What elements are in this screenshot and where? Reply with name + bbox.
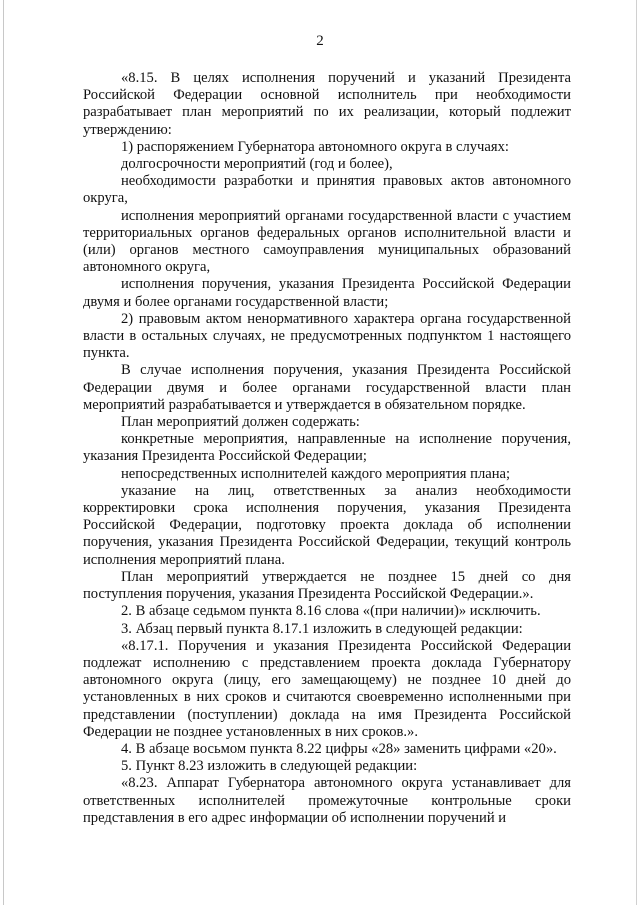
paragraph-amendment-2: 2. В абзаце седьмом пункта 8.16 слова «(при наличии)» исключить.: [121, 603, 541, 620]
paragraph-plan-deadline: План мероприятий утверждается не позднее 15 дней со дня поступления поручения, указания Президента Российской Федерации.».: [83, 568, 571, 603]
paragraph-amendment-4: 4. В абзаце восьмом пункта 8.22 цифры «28» заменить цифрами «20».: [121, 740, 557, 757]
paragraph-mandatory-plan: В случае исполнения поручения, указания Президента Российской Федерации двумя и более органами государственной власти план мероприятий разрабатывается и утверждается в обязательном порядке.: [83, 362, 571, 413]
paragraph-legal-acts: необходимости разработки и принятия правовых актов автономного округа,: [83, 173, 571, 207]
paragraph-direct-executors: непосредственных исполнителей каждого мероприятия плана;: [121, 465, 511, 482]
paragraph-amendment-5: 5. Пункт 8.23 изложить в следующей редакции:: [121, 758, 418, 775]
paragraph-two-or-more-bodies: исполнения поручения, указания Президента Российской Федерации двумя и более органами государственной власти;: [83, 276, 571, 310]
scan-edge-left: [3, 0, 4, 905]
paragraph-8-17-1: «8.17.1. Поручения и указания Президента Российской Федерации подлежат исполнению с представлением проекта доклада Губернатору автономного округа (лицу, его замещающему) не позднее 10 дней до установленных в них сроков и считаются своевременно исполненными при представлении (поступлении) доклада на имя Президента Российской Федерации не позднее установленных в них сроков.».: [83, 637, 571, 740]
paragraph-state-bodies: исполнения мероприятий органами государственной власти с участием территориальных органов федеральных органов исполнительной власти и (или) органов местного самоуправления муниципальных образований автономного округа,: [83, 207, 571, 276]
document-body: [83, 70, 571, 827]
paragraph-item-1: 1) распоряжением Губернатора автономного округа в случаях:: [121, 138, 509, 155]
paragraph-plan-contents: План мероприятий должен содержать:: [121, 414, 360, 431]
paragraph-8-23: «8.23. Аппарат Губернатора автономного округа устанавливает для ответственных исполнителей промежуточные контрольные сроки представления в его адрес информации об исполнении поручений и: [83, 775, 571, 826]
page-number: 2: [316, 33, 324, 49]
paragraph-amendment-3: 3. Абзац первый пункта 8.17.1 изложить в следующей редакции:: [121, 620, 523, 637]
paragraph-responsible-persons: указание на лиц, ответственных за анализ необходимости корректировки срока исполнения поручения, указания Президента Российской Федерации, подготовку проекта доклада об исполнении поручения, указания Президента Российской Федерации, текущий контроль исполнения мероприятий плана.: [83, 482, 571, 568]
paragraph-long-term: долгосрочности мероприятий (год и более),: [121, 156, 393, 173]
paragraph-specific-measures: конкретные мероприятия, направленные на исполнение поручения, указания Президента Российской Федерации;: [83, 431, 571, 465]
paragraph-8-15-intro: «8.15. В целях исполнения поручений и указаний Президента Российской Федерации основной исполнитель при необходимости разрабатывает план мероприятий по их реализации, который подлежит утверждению:: [83, 70, 571, 138]
scan-edge-right: [636, 0, 637, 905]
paragraph-item-2: 2) правовым актом ненормативного характера органа государственной власти в остальных случаях, не предусмотренных подпунктом 1 настоящего пункта.: [83, 310, 571, 362]
